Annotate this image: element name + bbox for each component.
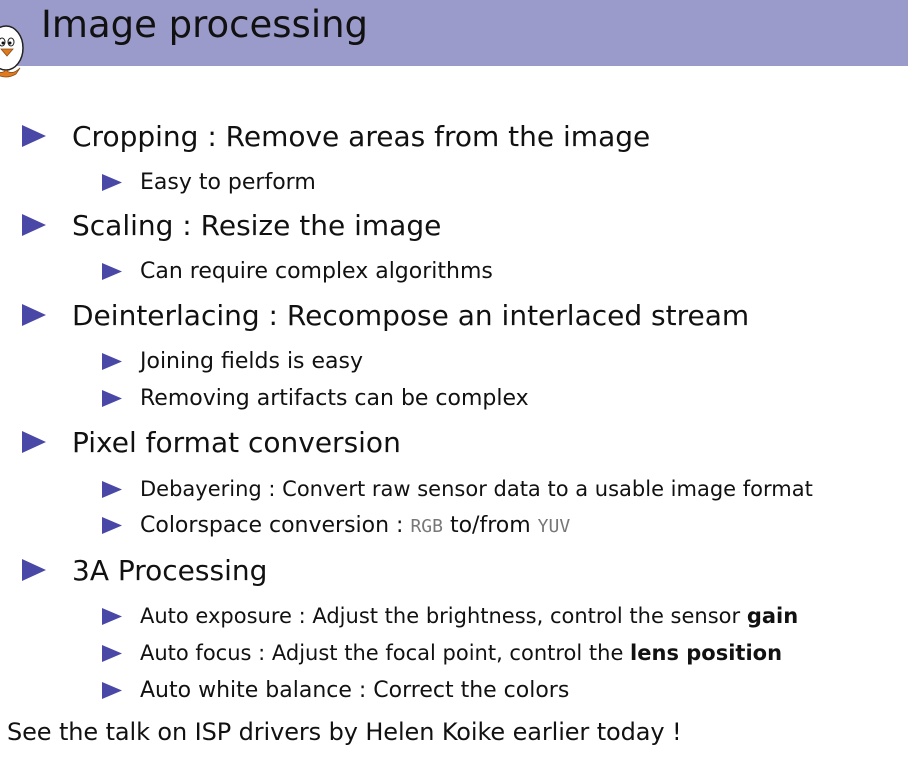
sub-bullet [102, 475, 813, 503]
sub-bullet [102, 347, 363, 375]
sub-bullet-arrow-icon [102, 174, 122, 191]
sub-bullet-text [140, 513, 570, 538]
sub-bullet [102, 168, 316, 196]
sub-bullet [102, 257, 493, 285]
text-part: Auto focus : Adjust the focal point, control the [140, 641, 631, 665]
bullet-scaling [22, 207, 441, 243]
sub-bullet-arrow-icon [102, 481, 122, 498]
sub-bullet-arrow-icon [102, 682, 122, 699]
sub-bullet-text [140, 604, 798, 628]
sub-bullet [102, 676, 569, 704]
bullet-label: Cropping : Remove areas from the image [72, 119, 651, 153]
sub-bullet-arrow-icon [102, 608, 122, 625]
sub-bullet-text: Auto white balance : Correct the colors [140, 677, 570, 703]
footer-note: See the talk on ISP drivers by Helen Koike earlier today ! [7, 718, 682, 746]
bullet-label: Scaling : Resize the image [72, 208, 442, 242]
code-rgb: RGB [410, 515, 443, 537]
bullet-label: Deinterlacing : Recompose an interlaced stream [72, 298, 750, 332]
code-yuv: YUV [537, 515, 571, 537]
bullet-arrow-icon [22, 125, 46, 147]
bold-lens-position: lens position [630, 641, 783, 665]
text-part: Auto exposure : Adjust the brightness, control the sensor [140, 604, 747, 628]
slide-title: Image processing [41, 3, 369, 46]
bullet-3a-processing [22, 552, 267, 588]
bullet-arrow-icon [22, 559, 46, 581]
bullet-arrow-icon [22, 214, 46, 236]
bullet-deinterlacing [22, 297, 749, 333]
text-part: to/from [442, 512, 538, 538]
bullet-arrow-icon [22, 304, 46, 326]
sub-bullet-text: Debayering : Convert raw sensor data to a usable image format [140, 477, 813, 501]
bullet-label: Pixel format conversion [72, 425, 401, 459]
bullet-label: 3A Processing [72, 553, 268, 587]
bullet-cropping [22, 118, 650, 154]
bullet-pixel-format [22, 424, 401, 460]
sub-bullet-text: Removing artifacts can be complex [140, 385, 529, 411]
sub-bullet-text: Can require complex algorithms [140, 258, 493, 284]
sub-bullet-text [140, 641, 782, 665]
sub-bullet-arrow-icon [102, 263, 122, 280]
bold-gain: gain [746, 604, 799, 628]
sub-bullet-text: Joining fields is easy [140, 348, 364, 374]
sub-bullet-arrow-icon [102, 353, 122, 370]
sub-bullet-arrow-icon [102, 390, 122, 407]
sub-bullet-arrow-icon [102, 645, 122, 662]
sub-bullet-text: Easy to perform [140, 169, 316, 195]
sub-bullet [102, 511, 570, 539]
sub-bullet [102, 602, 798, 630]
sub-bullet [102, 384, 529, 412]
sub-bullet-arrow-icon [102, 517, 122, 534]
sub-bullet [102, 639, 782, 667]
bullet-arrow-icon [22, 431, 46, 453]
text-part: Colorspace conversion : [140, 512, 411, 538]
